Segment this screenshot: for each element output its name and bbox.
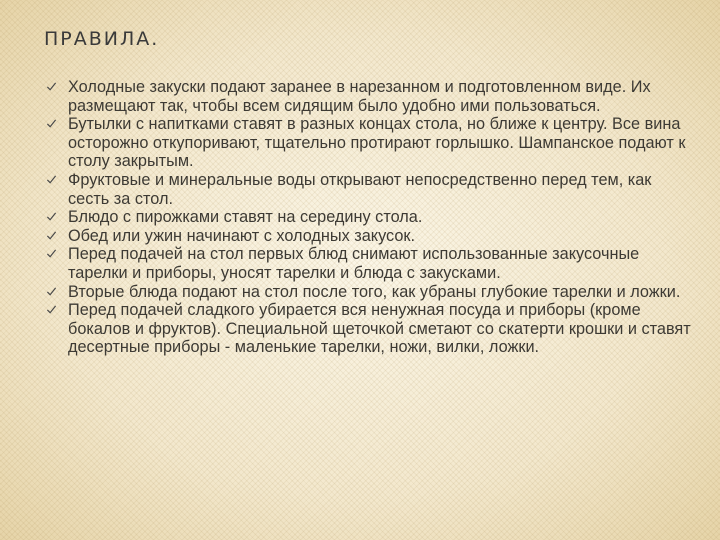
rule-item: [46, 115, 696, 171]
rule-text: Вторые блюда подают на стол после того, как убраны глубокие тарелки и ложки.: [68, 282, 681, 301]
rule-item: [46, 208, 696, 227]
rule-item: [46, 78, 696, 115]
rule-text: Фруктовые и минеральные воды открывают непосредственно перед тем, как сесть за стол.: [68, 170, 652, 208]
rule-text: Холодные закуски подают заранее в нарезанном и подготовленном виде. Их размещают так, чтобы всем сидящим было удобно ими пользоваться.: [68, 78, 651, 115]
check-icon: [46, 230, 57, 241]
rules-list: [46, 78, 696, 357]
slide-title: ПРАВИЛА.: [44, 28, 160, 50]
rule-item: [46, 171, 696, 208]
check-icon: [46, 81, 57, 92]
rule-text: Бутылки с напитками ставят в разных концах стола, но ближе к центру. Все вина осторожно откупоривают, тщательно протирают горлышко. Шампанское подают к столу закрытым.: [68, 115, 686, 171]
rule-item: [46, 301, 696, 357]
rule-item: [46, 245, 696, 282]
rule-item: [46, 283, 696, 302]
rule-text: Обед или ужин начинают с холодных закусок.: [68, 226, 416, 245]
check-icon: [46, 286, 57, 297]
check-icon: [46, 304, 57, 315]
rule-text: Перед подачей сладкого убирается вся ненужная посуда и приборы (кроме бокалов и фруктов). Специальной щеточкой сметают со скатерти крошки и ставят десертные приборы - маленькие тарелки, ножи, вилки, ложки.: [68, 301, 691, 357]
rule-text: Перед подачей на стол первых блюд снимают использованные закусочные тарелки и приборы, уносят тарелки и блюда с закусками.: [68, 245, 640, 282]
rule-item: [46, 227, 696, 246]
check-icon: [46, 248, 57, 259]
check-icon: [46, 174, 57, 185]
check-icon: [46, 118, 57, 129]
rule-text: Блюдо с пирожками ставят на середину стола.: [68, 208, 423, 227]
check-icon: [46, 211, 57, 222]
